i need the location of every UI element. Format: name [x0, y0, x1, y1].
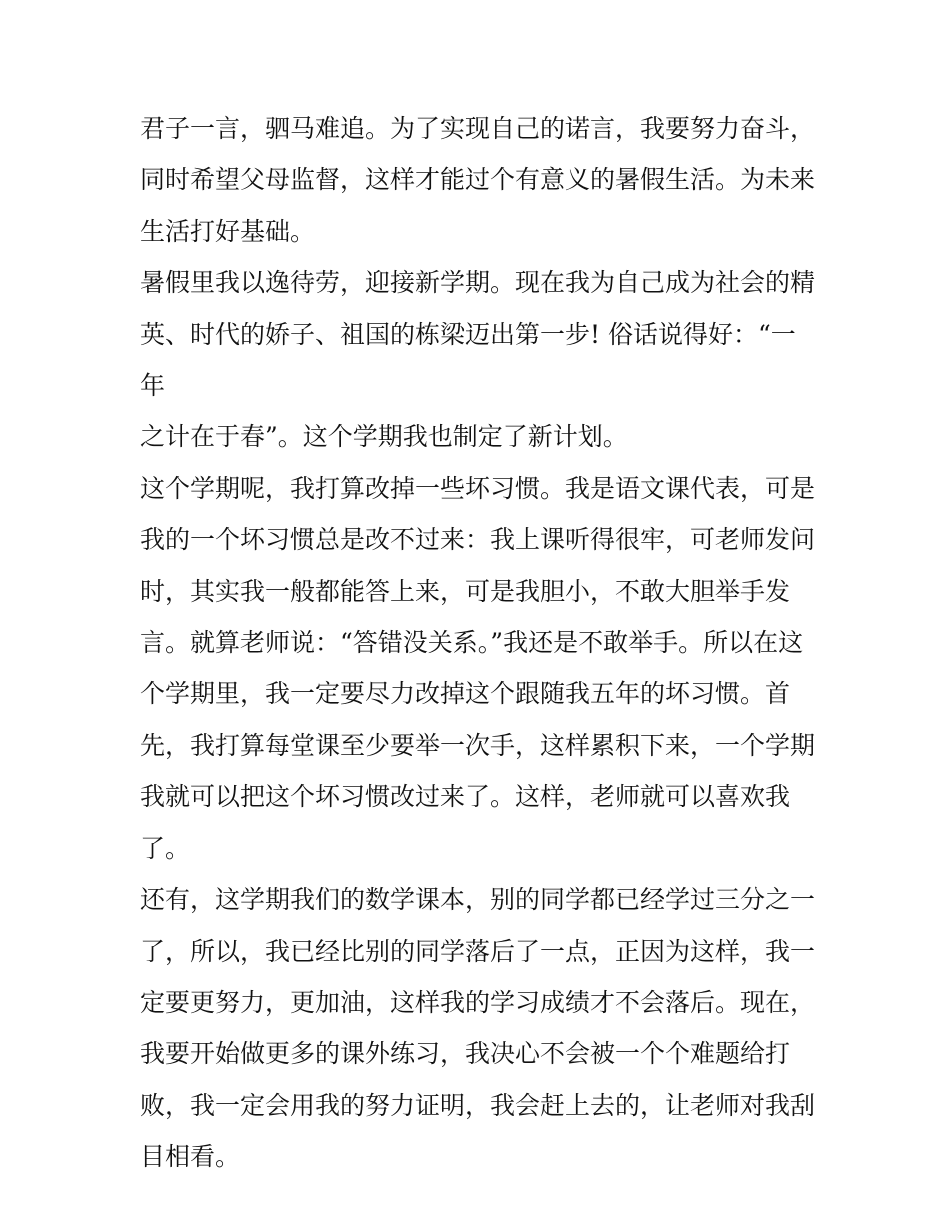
paragraph-4: 还有，这学期我们的数学课本，别的同学都已经学过三分之一 了，所以，我已经比别的同学落后了一点，正因为这样，我一 定要更努力，更加油，这样我的学习成绩才不会落后。现在， 我要开始做更多的课外练习，我决心不会被一个个难题给打 败，我一定会用我的努力证明，我会赶上去的，让老师对我刮 目相看。 [140, 885, 816, 1172]
paragraph-1: 君子一言，驷马难追。为了实现自己的诺言，我要努力奋斗， 同时希望父母监督，这样才能过个有意义的暑假生活。为未来 生活打好基础。 [140, 114, 816, 246]
body-text [140, 103, 820, 1183]
paragraph-3: 这个学期呢，我打算改掉一些坏习惯。我是语文课代表，可是 我的一个坏习惯总是改不过来：我上课听得很牢，可老师发问 时，其实我一般都能答上来，可是我胆小，不敢大胆举手发 言。就算老师说：“答错没关系。”我还是不敢举手。所以在这 个学期里，我一定要尽力改掉这个跟随我五年的坏习惯。首 先，我打算每堂课至少要举一次手，这样累积下来，一个学期 我就可以把这个坏习惯改过来了。这样，老师就可以喜欢我 了。 [140, 473, 816, 863]
paragraph-2: 暑假里我以逸待劳，迎接新学期。现在我为自己成为社会的精 英、时代的娇子、祖国的栋梁迈出第一步! 俗话说得好：“一年 之计在于春”。这个学期我也制定了新计划。 [140, 268, 816, 452]
